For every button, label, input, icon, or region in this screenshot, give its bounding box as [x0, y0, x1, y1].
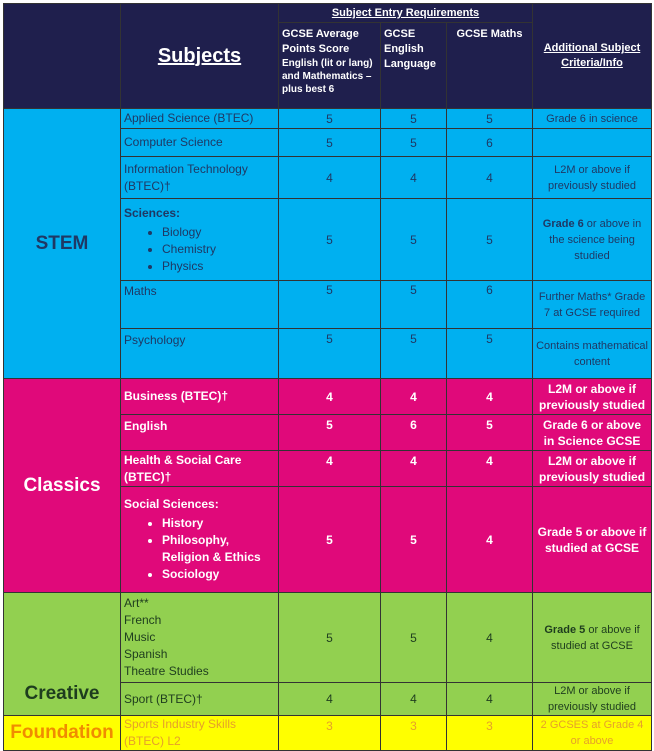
- gcse-average-sublabel: English (lit or lang) and Mathematics – plus best 6: [282, 58, 373, 95]
- social-sciences-heading: Social Sciences:: [124, 497, 219, 511]
- english-grade: 5: [381, 129, 447, 157]
- list-item: Music: [124, 630, 156, 644]
- avg-score: 5: [279, 129, 381, 157]
- avg-score: 5: [279, 487, 381, 593]
- subject-health-social-care: Health & Social Care (BTEC)†: [121, 451, 279, 487]
- english-grade: 3: [381, 716, 447, 751]
- avg-score: 5: [279, 329, 381, 379]
- avg-score: 4: [279, 683, 381, 716]
- maths-grade: 4: [447, 593, 533, 683]
- additional-info: Grade 6 or above in Science GCSE: [533, 415, 652, 451]
- list-item: Theatre Studies: [124, 664, 209, 678]
- category-foundation: Foundation: [4, 716, 121, 751]
- subject-information-technology: Information Technology (BTEC)†: [121, 157, 279, 199]
- maths-grade: 5: [447, 415, 533, 451]
- subject-business: Business (BTEC)†: [121, 379, 279, 415]
- additional-criteria-header: Additional Subject Criteria/Info: [533, 4, 652, 109]
- maths-grade: 3: [447, 716, 533, 751]
- english-grade: 4: [381, 379, 447, 415]
- avg-score: 5: [279, 415, 381, 451]
- additional-info: 2 GCSES at Grade 4 or above: [533, 716, 652, 751]
- avg-score: 4: [279, 157, 381, 199]
- english-grade: 5: [381, 281, 447, 329]
- info-text: or above if studied at GCSE: [551, 623, 640, 652]
- subject-creative-group: [121, 593, 279, 683]
- english-grade: 5: [381, 487, 447, 593]
- english-grade: 5: [381, 593, 447, 683]
- additional-info: Grade 6 in science: [533, 109, 652, 129]
- additional-info: L2M or above if previously studied: [533, 157, 652, 199]
- subject-applied-science: Applied Science (BTEC): [121, 109, 279, 129]
- english-grade: 4: [381, 451, 447, 487]
- gcse-average-header: [279, 23, 381, 109]
- header-blank-cell: [4, 4, 121, 109]
- avg-score: 3: [279, 716, 381, 751]
- avg-score: 5: [279, 109, 381, 129]
- table-row: [4, 593, 652, 683]
- subject-psychology: Psychology: [121, 329, 279, 379]
- list-item: • History: [162, 515, 275, 532]
- list-item: • Chemistry: [162, 241, 275, 258]
- sciences-list: [124, 224, 275, 275]
- english-grade: 4: [381, 683, 447, 716]
- maths-grade: 5: [447, 199, 533, 281]
- info-emphasis: Grade 6: [542, 217, 584, 230]
- additional-info: Grade 5 or above if studied at GCSE: [533, 487, 652, 593]
- maths-grade: 6: [447, 129, 533, 157]
- list-item: • Physics: [162, 258, 275, 275]
- subject-sport: Sport (BTEC)†: [121, 683, 279, 716]
- english-grade: 4: [381, 157, 447, 199]
- english-grade: 5: [381, 109, 447, 129]
- maths-grade: 5: [447, 109, 533, 129]
- social-sciences-list: [124, 515, 275, 583]
- avg-score: 5: [279, 281, 381, 329]
- sciences-heading: Sciences:: [124, 205, 181, 220]
- category-creative: Creative: [4, 593, 121, 716]
- table-row: [4, 716, 652, 751]
- english-grade: 5: [381, 199, 447, 281]
- additional-info: L2M or above if previously studied: [533, 683, 652, 716]
- additional-info: [533, 129, 652, 157]
- subject-sports-industry: Sports Industry Skills (BTEC) L2: [121, 716, 279, 751]
- avg-score: 5: [279, 199, 381, 281]
- english-grade: 5: [381, 329, 447, 379]
- category-stem: STEM: [4, 109, 121, 379]
- list-item: Art**: [124, 596, 149, 610]
- info-emphasis: Grade 5: [544, 623, 586, 636]
- maths-grade: 4: [447, 157, 533, 199]
- info-text: or above in the science being studied: [549, 217, 642, 262]
- additional-info: [533, 593, 652, 683]
- list-item: Spanish: [124, 647, 168, 661]
- subject-sciences: [121, 199, 279, 281]
- subject-maths: Maths: [121, 281, 279, 329]
- category-classics: Classics: [4, 379, 121, 593]
- additional-info: [533, 199, 652, 281]
- maths-grade: 5: [447, 329, 533, 379]
- gcse-average-label: GCSE Average Points Score: [282, 28, 359, 55]
- entry-requirements-table: [3, 3, 652, 751]
- list-item: • Biology: [162, 224, 275, 241]
- avg-score: 4: [279, 451, 381, 487]
- list-item: • Philosophy, Religion & Ethics: [162, 532, 275, 566]
- subject-social-sciences: [121, 487, 279, 593]
- list-item: French: [124, 613, 162, 627]
- table-row: [4, 109, 652, 129]
- gcse-english-header: GCSE English Language: [381, 23, 447, 109]
- maths-grade: 4: [447, 487, 533, 593]
- avg-score: 4: [279, 379, 381, 415]
- maths-grade: 6: [447, 281, 533, 329]
- subject-computer-science: Computer Science: [121, 129, 279, 157]
- english-grade: 6: [381, 415, 447, 451]
- list-item: • Sociology: [162, 566, 275, 583]
- subject-english: English: [121, 415, 279, 451]
- table-row: [4, 379, 652, 415]
- gcse-maths-header: GCSE Maths: [447, 23, 533, 109]
- subjects-title: Subjects: [121, 4, 279, 109]
- additional-info: L2M or above if previously studied: [533, 451, 652, 487]
- avg-score: 5: [279, 593, 381, 683]
- entry-requirements-title: Subject Entry Requirements: [279, 4, 533, 23]
- additional-info: Further Maths* Grade 7 at GCSE required: [533, 281, 652, 329]
- maths-grade: 4: [447, 451, 533, 487]
- additional-info: Contains mathematical content: [533, 329, 652, 379]
- additional-info: L2M or above if previously studied: [533, 379, 652, 415]
- maths-grade: 4: [447, 683, 533, 716]
- maths-grade: 4: [447, 379, 533, 415]
